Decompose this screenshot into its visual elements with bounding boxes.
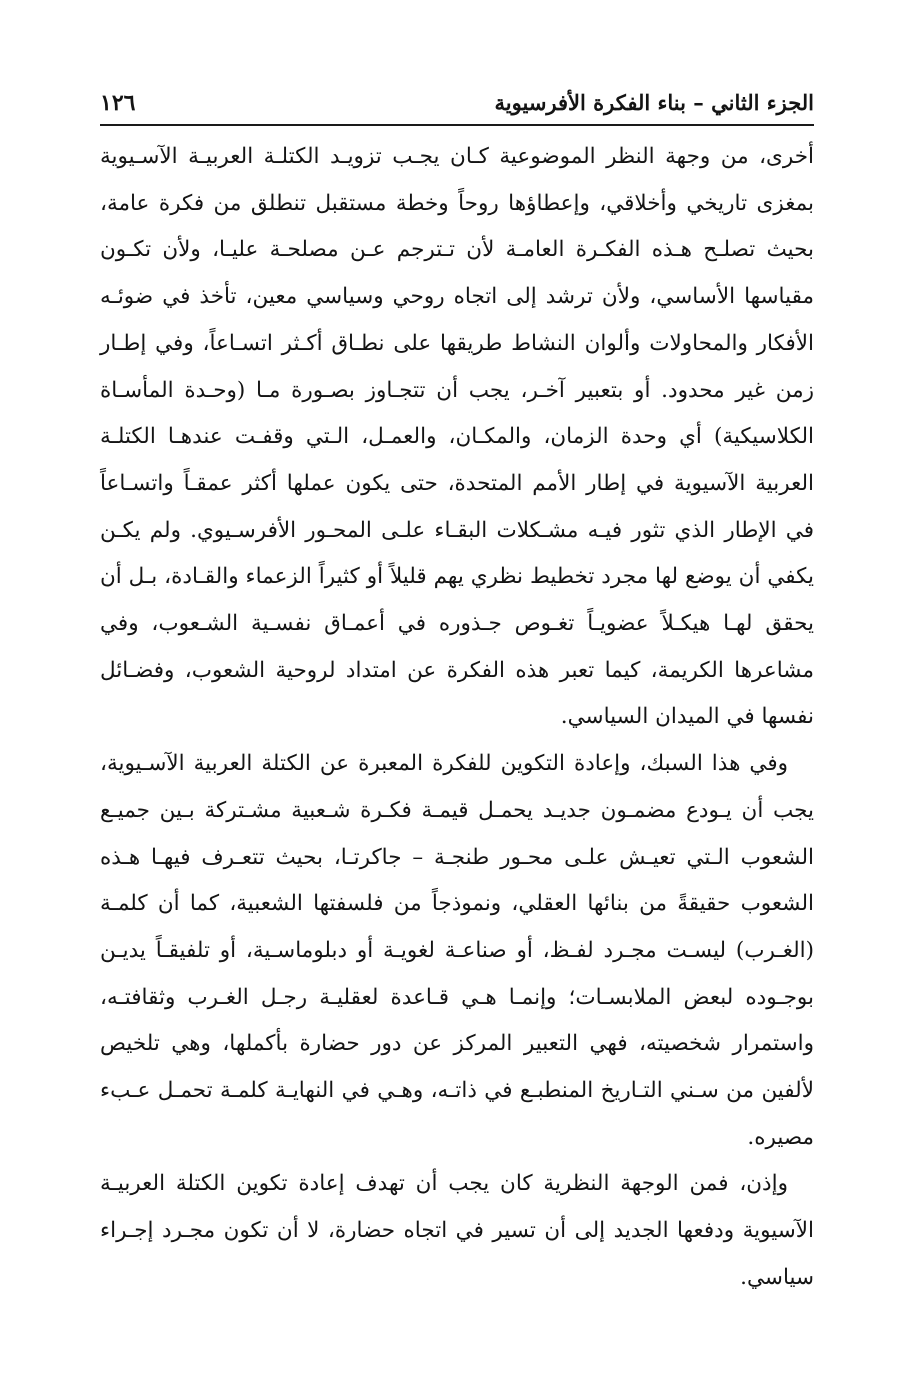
page-number: ١٢٦ xyxy=(100,90,136,116)
paragraph-1: أخرى، من وجهة النظر الموضوعية كـان يجـب تزويـد الكتلـة العربيـة الآسـيوية بمغزى تاريخي وأخلاقي، وإعطاؤها روحاً وخطة مستقبل تنطلق من فكرة عامة، بحيث تصلـح هـذه الفكـرة العامـة لأن تـترجم عـن مصلحـة عليـا، ولأن تكـون مقياسها الأساسي، ولأن ترشد إلى اتجاه روحي وسياسي معين، تأخذ في ضوئـه الأفكار والمحاولات وألوان النشاط طريقها على نطـاق أكـثر اتسـاعاً، وفي إطـار زمن غير محدود. أو بتعبير آخـر، يجب أن تتجـاوز بصـورة مـا (وحـدة المأسـاة الكلاسيكية) أي وحدة الزمان، والمكـان، والعمـل، الـتي وقفـت عندهـا الكتلـة العربية الآسيوية في إطار الأمم المتحدة، حتى يكون عملها أكثر عمقـاً واتسـاعاً في الإطار الذي تثور فيـه مشـكلات البقـاء علـى المحـور الأفرسـيوي. ولم يكـن يكفي أن يوضع لها مجرد تخطيط نظري يهم قليلاً أو كثيراً الزعماء والقـادة، بـل أن يحقق لهـا هيكـلاً عضويـاً تغـوص جـذوره في أعمـاق نفسـية الشـعوب، وفي مشاعرها الكريمة، كيما تعبر هذه الفكرة عن امتداد لروحية الشعوب، وفضـائل نفسها في الميدان السياسي. xyxy=(100,144,814,730)
running-title: الجزء الثاني – بناء الفكرة الأفرسيوية xyxy=(494,90,814,115)
body-text xyxy=(100,134,814,1302)
paragraph-2: وفي هذا السبك، وإعادة التكوين للفكرة المعبرة عن الكتلة العربية الآسـيوية، يجب أن يـودع مضمـون جديـد يحمـل قيمـة فكـرة شـعبية مشـتركة بـين جميـع الشعوب الـتي تعيـش علـى محـور طنجـة – جاكرتـا، بحيث تتعـرف فيهـا هـذه الشعوب حقيقةً من بنائها العقلي، ونموذجاً من فلسفتها الشعبية، كما أن كلمـة (الغـرب) ليسـت مجـرد لفـظ، أو صناعـة لغويـة أو دبلوماسـية، أو تلفيقـاً يديـن بوجـوده لبعض الملابسـات؛ وإنمـا هـي قـاعدة لعقليـة رجـل الغـرب وثقافتـه، واستمرار شخصيته، فهي التعبير المركز عن دور حضارة بأكملها، وهي تلخيص لألفين من سـني التـاريخ المنطبـع في ذاتـه، وهـي في النهايـة كلمـة تحمـل عـبء مصيره. xyxy=(100,751,814,1150)
page-header xyxy=(100,84,814,126)
book-page xyxy=(100,84,814,1302)
paragraph-3: وإذن، فمن الوجهة النظرية كان يجب أن تهدف إعادة تكوين الكتلة العربيـة الآسيوية ودفعها الجديد إلى أن تسير في اتجاه حضارة، لا أن تكون مجـرد إجـراء سياسي. xyxy=(100,1171,814,1290)
